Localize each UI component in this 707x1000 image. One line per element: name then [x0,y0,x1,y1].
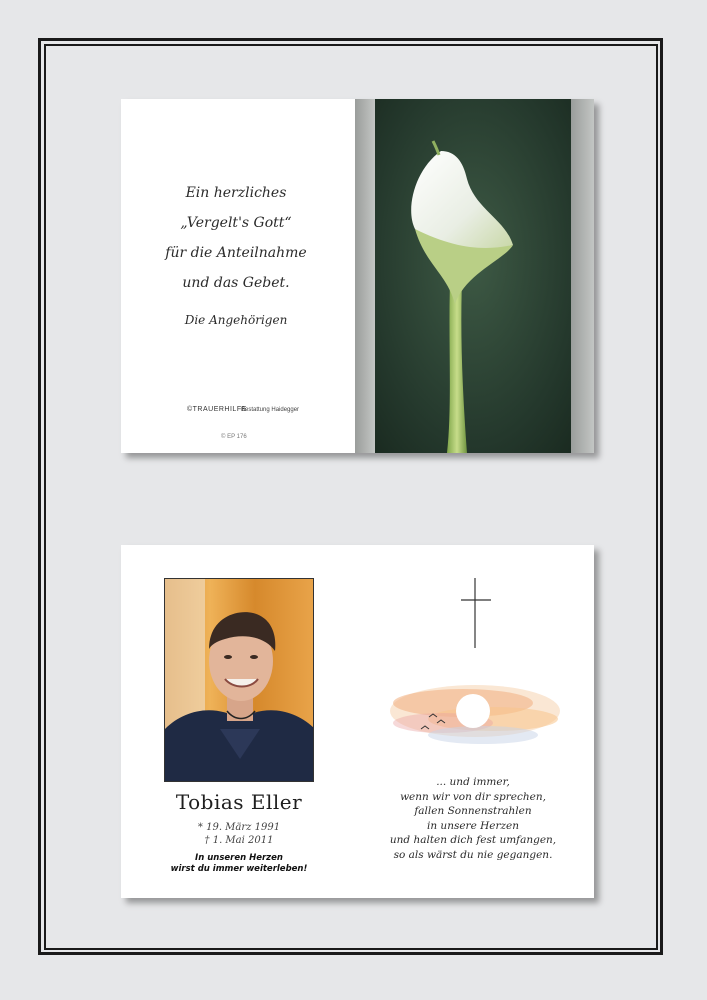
motto-line-1: In unseren Herzen [195,853,283,863]
poem-line-1: ... und immer, [436,776,510,788]
thanks-line-2: „Vergelt's Gott“ [180,215,292,231]
poem-line-6: so als wärst du nie gegangen. [393,848,553,861]
thanks-line-4: und das Gebet. [182,275,290,291]
life-dates [151,821,327,847]
signature-text: Die Angehörigen [184,313,288,327]
logo-text: ©TRAUERHILFE [187,406,247,413]
memorial-card [121,545,594,898]
calla-lily-photo [355,99,594,453]
deceased-name: Tobias Eller [175,790,303,814]
product-code: © EP 176 [221,434,247,440]
birth-date: * 19. März 1991 [197,822,281,833]
death-date: † 1. Mai 2011 [204,835,274,846]
cross-icon [461,578,491,648]
poem-line-4: in unsere Herzen [426,819,520,832]
portrait-image [165,579,314,782]
poem-line-3: fallen Sonnenstrahlen [414,805,532,817]
portrait-photo [164,578,314,782]
logo-subtitle: Bestattung Haidegger [241,407,300,413]
memorial-motto [151,853,327,875]
poem-line-2: wenn wir von dir sprechen, [400,790,546,803]
calla-lily-image [355,99,594,453]
poem-line-5: und halten dich fest umfangen, [389,834,557,846]
sunset-illustration [383,673,563,753]
thanks-line-1: Ein herzliches [185,185,287,201]
motto-line-2: wirst du immer weiterleben! [170,864,308,874]
thank-you-text-panel [121,99,355,453]
memorial-poem [373,775,573,862]
thank-you-card [121,99,594,453]
thanks-line-3: für die Anteilnahme [165,245,307,261]
